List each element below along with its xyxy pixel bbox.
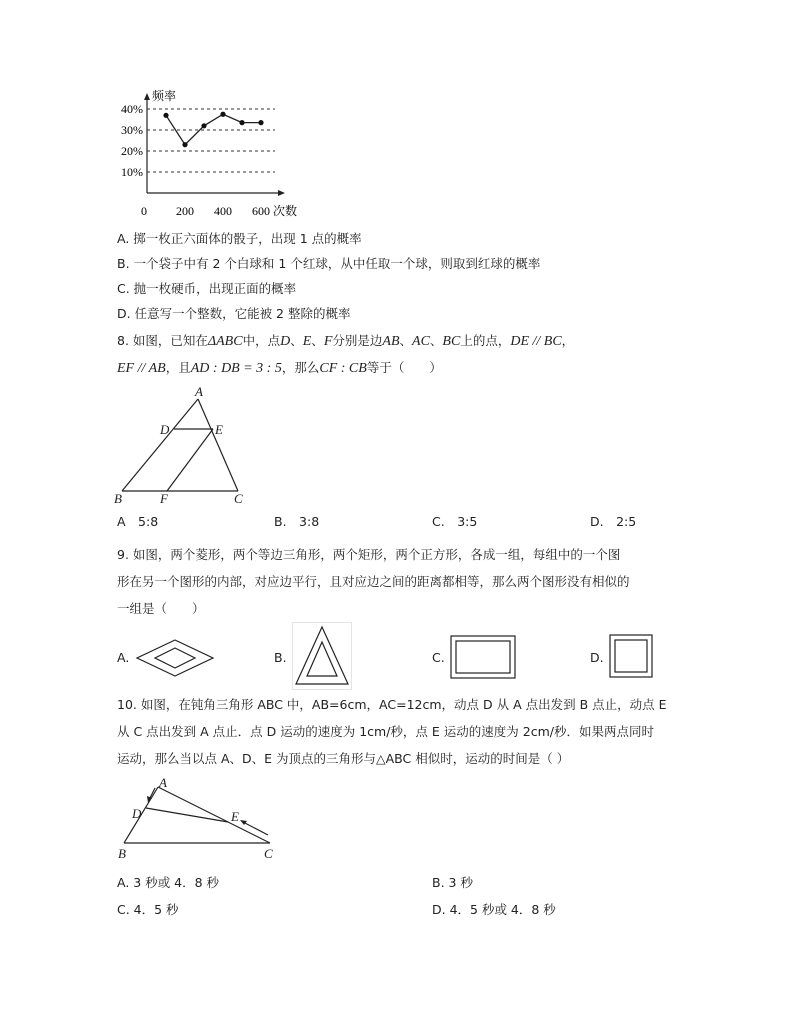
q9-inner-rhombus	[155, 648, 195, 668]
data-point	[220, 112, 225, 117]
data-point	[201, 123, 206, 128]
q10-arrowhead-e	[240, 820, 247, 825]
q8-segment-ab	[122, 399, 198, 491]
q8-label-f: F	[160, 491, 168, 506]
q9-option-d-label: D.	[590, 650, 604, 665]
q9-stem-line3: 一组是（ ）	[117, 601, 205, 616]
q8-ratio-asked: CF : CB	[319, 361, 367, 376]
x-tick-label: 400	[214, 204, 232, 218]
q9-inner-triangle	[307, 642, 337, 676]
q8-label-c: C	[234, 491, 243, 506]
q8-sep: 、	[429, 333, 443, 348]
q9-option-c-label: C.	[432, 650, 445, 665]
q8-parallel-1: DE // BC	[510, 334, 562, 349]
q10-label-b: B	[118, 846, 126, 861]
q8-text: 分别是边	[332, 333, 383, 348]
q8-segment-ac	[198, 399, 238, 491]
y-tick-label: 10%	[121, 165, 143, 179]
q8-option-c: C. 3:5	[432, 514, 478, 529]
y-axis-label: 频率	[152, 89, 177, 103]
q8-option-b: B. 3:8	[274, 514, 320, 529]
y-tick-labels	[121, 102, 143, 179]
q8-text: 8. 如图，已知在	[117, 333, 208, 348]
q9-option-b-label: B.	[274, 650, 287, 665]
q8-label-a: A	[195, 384, 203, 399]
q10-segment-ac	[158, 787, 270, 843]
data-point	[239, 120, 244, 125]
q9-outer-square	[610, 635, 652, 677]
q8-comma: ，	[561, 333, 575, 348]
q10-stem-line3: 运动，那么当以点 A、D、E 为顶点的三角形与△ABC 相似时，运动的时间是（ ）	[117, 751, 570, 766]
q8-triangle: ΔABC	[207, 334, 243, 349]
q10-label-c: C	[264, 846, 273, 861]
x-axis-arrow	[278, 190, 285, 196]
q8-sep: 、	[399, 333, 413, 348]
q8-option-a: A 5:8	[117, 514, 159, 529]
q9-option-a-rhombus-figure	[134, 636, 216, 680]
q8-stem-line2	[117, 359, 442, 378]
data-point	[182, 142, 187, 147]
q8-seg-ab: AB	[382, 334, 400, 349]
q10-stem-line1: 10. 如图，在钝角三角形 ABC 中，AB=6cm，AC=12cm，动点 D 从 A 点出发到 B 点止，动点 E	[117, 697, 667, 712]
data-point	[258, 120, 263, 125]
q10-option-d: D. 4．5 秒或 4．8 秒	[432, 902, 556, 917]
q8-option-d: D. 2:5	[590, 514, 637, 529]
x-tick-label: 0	[141, 204, 147, 218]
q9-stem-line2: 形在另一个图形的内部，对应边平行，且对应边之间的距离都相等，那么两个图形没有相似的	[117, 574, 630, 589]
q8-text: 中，点	[242, 333, 281, 348]
y-tick-label: 40%	[121, 102, 143, 116]
y-axis-arrow	[144, 93, 150, 100]
q9-inner-square	[615, 640, 647, 672]
q8-segment-ef	[167, 429, 213, 491]
q9-option-a-label: A.	[117, 650, 130, 665]
q9-option-b-triangle-figure	[292, 622, 352, 690]
q9-outer-rectangle	[451, 636, 515, 678]
q8-seg-ac: AC	[412, 334, 430, 349]
q8-seg-bc: BC	[442, 334, 461, 349]
y-tick-label: 20%	[121, 144, 143, 158]
q10-segment-de	[146, 808, 228, 822]
q7-option-a: A. 掷一枚正六面体的骰子，出现 1 点的概率	[117, 231, 362, 246]
q9-inner-rectangle	[456, 641, 510, 673]
q10-stem-line2: 从 C 点出发到 A 点止．点 D 运动的速度为 1cm/秒，点 E 运动的速度为 2cm/秒．如果两点同时	[117, 724, 654, 739]
data-point	[163, 113, 168, 118]
q8-point-e: E	[302, 334, 312, 349]
q9-stem-line1: 9. 如图，两个菱形，两个等边三角形，两个矩形，两个正方形，各成一组，每组中的一个图	[117, 547, 621, 562]
q10-label-e: E	[231, 809, 239, 824]
gridlines	[147, 109, 275, 172]
x-tick-labels	[141, 204, 270, 218]
q8-triangle-figure	[110, 384, 255, 506]
q10-arrow-e	[243, 822, 268, 835]
q8-label-b: B	[114, 491, 122, 506]
q8-text: ，那么	[281, 360, 320, 375]
q8-sep: 、	[290, 333, 303, 348]
q10-label-d: D	[132, 806, 142, 821]
q9-outer-rhombus	[137, 640, 213, 676]
frequency-line-chart	[110, 88, 310, 223]
y-tick-label: 30%	[121, 123, 143, 137]
q10-triangle-figure	[110, 775, 285, 865]
q8-label-e: E	[215, 422, 223, 437]
x-tick-label: 600	[252, 204, 270, 218]
x-axis-label: 次数	[273, 204, 298, 218]
q10-option-b: B. 3 秒	[432, 875, 473, 890]
q9-option-c-rectangle-figure	[449, 634, 517, 680]
q8-label-d: D	[160, 422, 170, 437]
q8-parallel-2: EF // AB	[117, 361, 166, 376]
q8-point-d: D	[280, 334, 291, 349]
q9-option-d-square-figure	[608, 633, 654, 679]
series-line	[166, 114, 261, 144]
q10-option-c: C. 4．5 秒	[117, 902, 179, 917]
q8-text: ，且	[165, 360, 191, 375]
series-points	[163, 112, 263, 148]
q7-option-d: D. 任意写一个整数，它能被 2 整除的概率	[117, 306, 351, 321]
q8-text: 上的点，	[460, 333, 511, 348]
q10-option-a: A. 3 秒或 4．8 秒	[117, 875, 220, 890]
q8-sep: 、	[311, 333, 324, 348]
q8-stem-line1	[117, 332, 574, 351]
q8-ratio-given: AD : DB = 3 : 5	[190, 361, 282, 376]
q8-text: 等于（ ）	[366, 360, 442, 375]
q10-label-a: A	[159, 775, 167, 790]
x-tick-label: 200	[176, 204, 194, 218]
q7-option-c: C. 抛一枚硬币，出现正面的概率	[117, 281, 297, 296]
q8-point-f: F	[323, 334, 333, 349]
q7-option-b: B. 一个袋子中有 2 个白球和 1 个红球，从中任取一个球，则取到红球的概率	[117, 256, 541, 271]
